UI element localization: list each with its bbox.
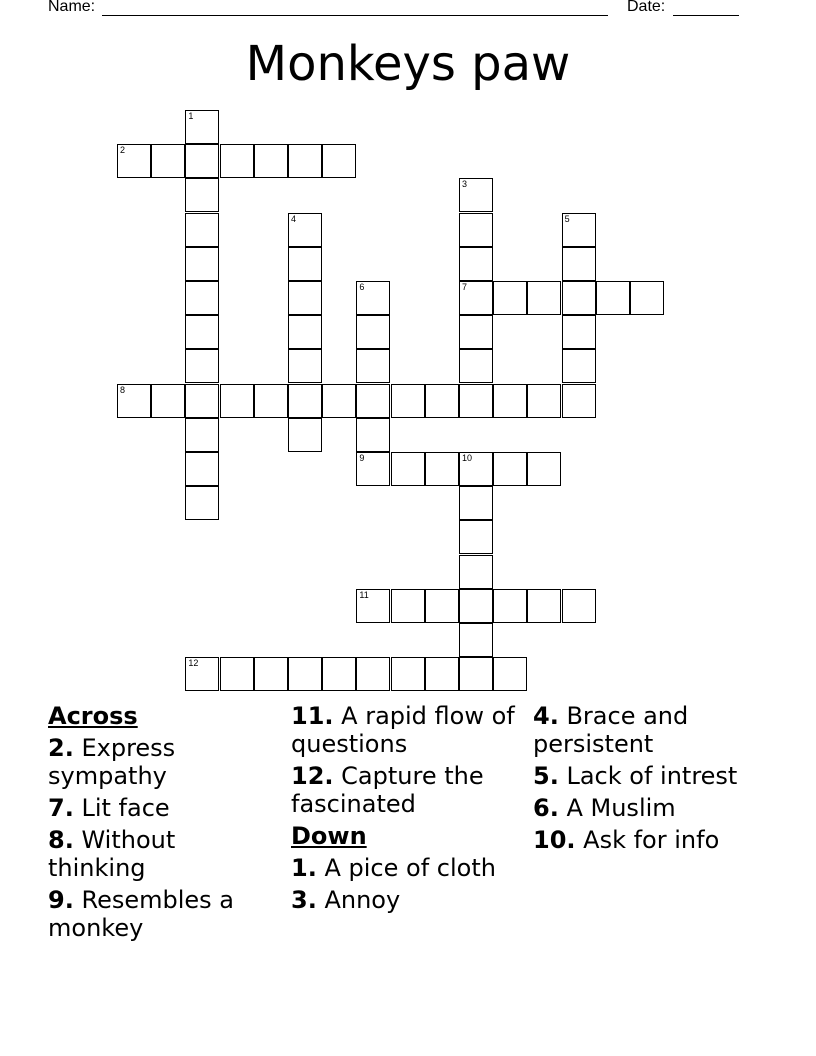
grid-cell[interactable] bbox=[288, 281, 322, 315]
grid-cell[interactable] bbox=[562, 349, 596, 383]
grid-cell[interactable] bbox=[425, 384, 459, 418]
clue-number: 10. bbox=[533, 826, 576, 854]
grid-cell[interactable] bbox=[254, 384, 288, 418]
grid-cell[interactable] bbox=[459, 213, 493, 247]
cell-number: 9 bbox=[359, 453, 365, 463]
clue-across-2 bbox=[48, 734, 278, 790]
grid-cell[interactable] bbox=[391, 589, 425, 623]
grid-cell[interactable] bbox=[288, 657, 322, 691]
grid-cell[interactable] bbox=[117, 384, 151, 418]
grid-cell[interactable] bbox=[356, 315, 390, 349]
grid-cell[interactable] bbox=[151, 144, 185, 178]
clue-across-7 bbox=[48, 794, 278, 822]
grid-cell[interactable] bbox=[288, 144, 322, 178]
grid-cell[interactable] bbox=[220, 144, 254, 178]
clue-text: A pice of cloth bbox=[324, 854, 496, 882]
grid-cell[interactable] bbox=[185, 452, 219, 486]
clue-number: 1. bbox=[291, 854, 317, 882]
grid-cell[interactable] bbox=[288, 418, 322, 452]
grid-cell[interactable] bbox=[425, 589, 459, 623]
grid-cell[interactable] bbox=[562, 384, 596, 418]
grid-cell[interactable] bbox=[117, 144, 151, 178]
grid-cell[interactable] bbox=[562, 247, 596, 281]
grid-cell[interactable] bbox=[562, 589, 596, 623]
grid-cell[interactable] bbox=[425, 452, 459, 486]
grid-cell[interactable] bbox=[527, 384, 561, 418]
clue-text: Resembles a monkey bbox=[48, 886, 234, 942]
grid-cell[interactable] bbox=[185, 213, 219, 247]
clue-number: 7. bbox=[48, 794, 74, 822]
clue-down-3 bbox=[291, 886, 521, 914]
clue-down-6 bbox=[533, 794, 763, 822]
grid-cell[interactable] bbox=[493, 589, 527, 623]
clue-column-3 bbox=[533, 702, 763, 858]
grid-cell[interactable] bbox=[493, 657, 527, 691]
grid-cell[interactable] bbox=[459, 520, 493, 554]
grid-cell[interactable] bbox=[459, 178, 493, 212]
clue-text: A rapid flow of questions bbox=[291, 702, 515, 758]
grid-cell[interactable] bbox=[630, 281, 664, 315]
grid-cell[interactable] bbox=[493, 452, 527, 486]
clue-text: Capture the fascinated bbox=[291, 762, 484, 818]
grid-cell[interactable] bbox=[391, 657, 425, 691]
grid-cell[interactable] bbox=[459, 555, 493, 589]
clue-down-5 bbox=[533, 762, 763, 790]
grid-cell[interactable] bbox=[288, 213, 322, 247]
grid-cell[interactable] bbox=[288, 384, 322, 418]
grid-cell[interactable] bbox=[185, 349, 219, 383]
clue-number: 5. bbox=[533, 762, 559, 790]
clue-text: Brace and persistent bbox=[533, 702, 689, 758]
grid-cell[interactable] bbox=[185, 657, 219, 691]
grid-cell[interactable] bbox=[288, 315, 322, 349]
clue-number: 4. bbox=[533, 702, 559, 730]
grid-cell[interactable] bbox=[288, 247, 322, 281]
clue-number: 6. bbox=[533, 794, 559, 822]
clue-column-1 bbox=[48, 702, 278, 946]
grid-cell[interactable] bbox=[356, 349, 390, 383]
grid-cell[interactable] bbox=[459, 452, 493, 486]
grid-cell[interactable] bbox=[527, 452, 561, 486]
clue-number: 3. bbox=[291, 886, 317, 914]
grid-cell[interactable] bbox=[185, 315, 219, 349]
name-label: Name: bbox=[48, 0, 96, 15]
across-heading: Across bbox=[48, 702, 138, 730]
grid-cell[interactable] bbox=[322, 657, 356, 691]
grid-cell[interactable] bbox=[527, 589, 561, 623]
clue-text: Lit face bbox=[81, 794, 170, 822]
grid-cell[interactable] bbox=[322, 144, 356, 178]
grid-cell[interactable] bbox=[459, 247, 493, 281]
clue-number: 11. bbox=[291, 702, 334, 730]
grid-cell[interactable] bbox=[185, 384, 219, 418]
grid-cell[interactable] bbox=[185, 247, 219, 281]
grid-cell[interactable] bbox=[185, 144, 219, 178]
grid-cell[interactable] bbox=[151, 384, 185, 418]
grid-cell[interactable] bbox=[596, 281, 630, 315]
cell-number: 11 bbox=[359, 589, 369, 600]
grid-cell[interactable] bbox=[185, 110, 219, 144]
clue-across-9 bbox=[48, 886, 278, 942]
clue-down-1 bbox=[291, 854, 521, 882]
grid-cell[interactable] bbox=[391, 384, 425, 418]
cell-number: 7 bbox=[462, 282, 468, 292]
grid-cell[interactable] bbox=[459, 384, 493, 418]
cell-number: 5 bbox=[564, 213, 570, 224]
grid-cell[interactable] bbox=[288, 349, 322, 383]
cell-number: 2 bbox=[120, 145, 126, 156]
clue-text: Without thinking bbox=[48, 826, 176, 882]
grid-cell[interactable] bbox=[459, 315, 493, 349]
grid-cell[interactable] bbox=[322, 384, 356, 418]
clue-text: Lack of intrest bbox=[566, 762, 738, 790]
clue-text: Ask for info bbox=[583, 826, 720, 854]
grid-cell[interactable] bbox=[356, 281, 390, 315]
clue-number: 2. bbox=[48, 734, 74, 762]
grid-cell[interactable] bbox=[254, 657, 288, 691]
cell-number: 4 bbox=[291, 213, 297, 224]
grid-cell[interactable] bbox=[562, 315, 596, 349]
cell-number: 12 bbox=[188, 658, 199, 669]
cell-number: 3 bbox=[462, 179, 468, 190]
clue-column-2 bbox=[291, 702, 521, 918]
grid-cell[interactable] bbox=[254, 144, 288, 178]
clue-down-4 bbox=[533, 702, 763, 758]
cell-number: 6 bbox=[359, 282, 365, 292]
clue-across-8 bbox=[48, 826, 278, 882]
cell-number: 1 bbox=[188, 111, 194, 121]
grid-cell[interactable] bbox=[459, 589, 493, 623]
clue-text: Annoy bbox=[324, 886, 401, 914]
grid-cell[interactable] bbox=[527, 281, 561, 315]
grid-cell[interactable] bbox=[185, 178, 219, 212]
grid-cell[interactable] bbox=[356, 418, 390, 452]
grid-cell[interactable] bbox=[562, 281, 596, 315]
grid-cell[interactable] bbox=[459, 349, 493, 383]
grid-cell[interactable] bbox=[356, 452, 390, 486]
date-label: Date: bbox=[627, 0, 666, 15]
grid-cell[interactable] bbox=[220, 657, 254, 691]
grid-cell[interactable] bbox=[185, 281, 219, 315]
grid-cell[interactable] bbox=[185, 418, 219, 452]
grid-cell[interactable] bbox=[356, 589, 390, 623]
grid-cell[interactable] bbox=[493, 384, 527, 418]
grid-cell[interactable] bbox=[356, 657, 390, 691]
grid-cell[interactable] bbox=[425, 657, 459, 691]
down-heading: Down bbox=[291, 822, 367, 850]
clue-text: A Muslim bbox=[566, 794, 676, 822]
grid-cell[interactable] bbox=[459, 623, 493, 657]
grid-cell[interactable] bbox=[459, 486, 493, 520]
cell-number: 10 bbox=[462, 453, 473, 463]
grid-cell[interactable] bbox=[562, 213, 596, 247]
grid-cell[interactable] bbox=[391, 452, 425, 486]
clue-number: 8. bbox=[48, 826, 74, 854]
grid-cell[interactable] bbox=[459, 657, 493, 691]
grid-cell[interactable] bbox=[220, 384, 254, 418]
clue-down-10 bbox=[533, 826, 763, 854]
clue-across-11 bbox=[291, 702, 521, 758]
clue-number: 9. bbox=[48, 886, 74, 914]
grid-cell[interactable] bbox=[356, 384, 390, 418]
grid-cell[interactable] bbox=[185, 486, 219, 520]
puzzle-title: Monkeys paw bbox=[245, 36, 571, 92]
clue-across-12 bbox=[291, 762, 521, 818]
cell-number: 8 bbox=[120, 384, 126, 395]
grid-cell[interactable] bbox=[459, 281, 493, 315]
clue-number: 12. bbox=[291, 762, 334, 790]
grid-cell[interactable] bbox=[493, 281, 527, 315]
clue-text: Express sympathy bbox=[48, 734, 176, 790]
